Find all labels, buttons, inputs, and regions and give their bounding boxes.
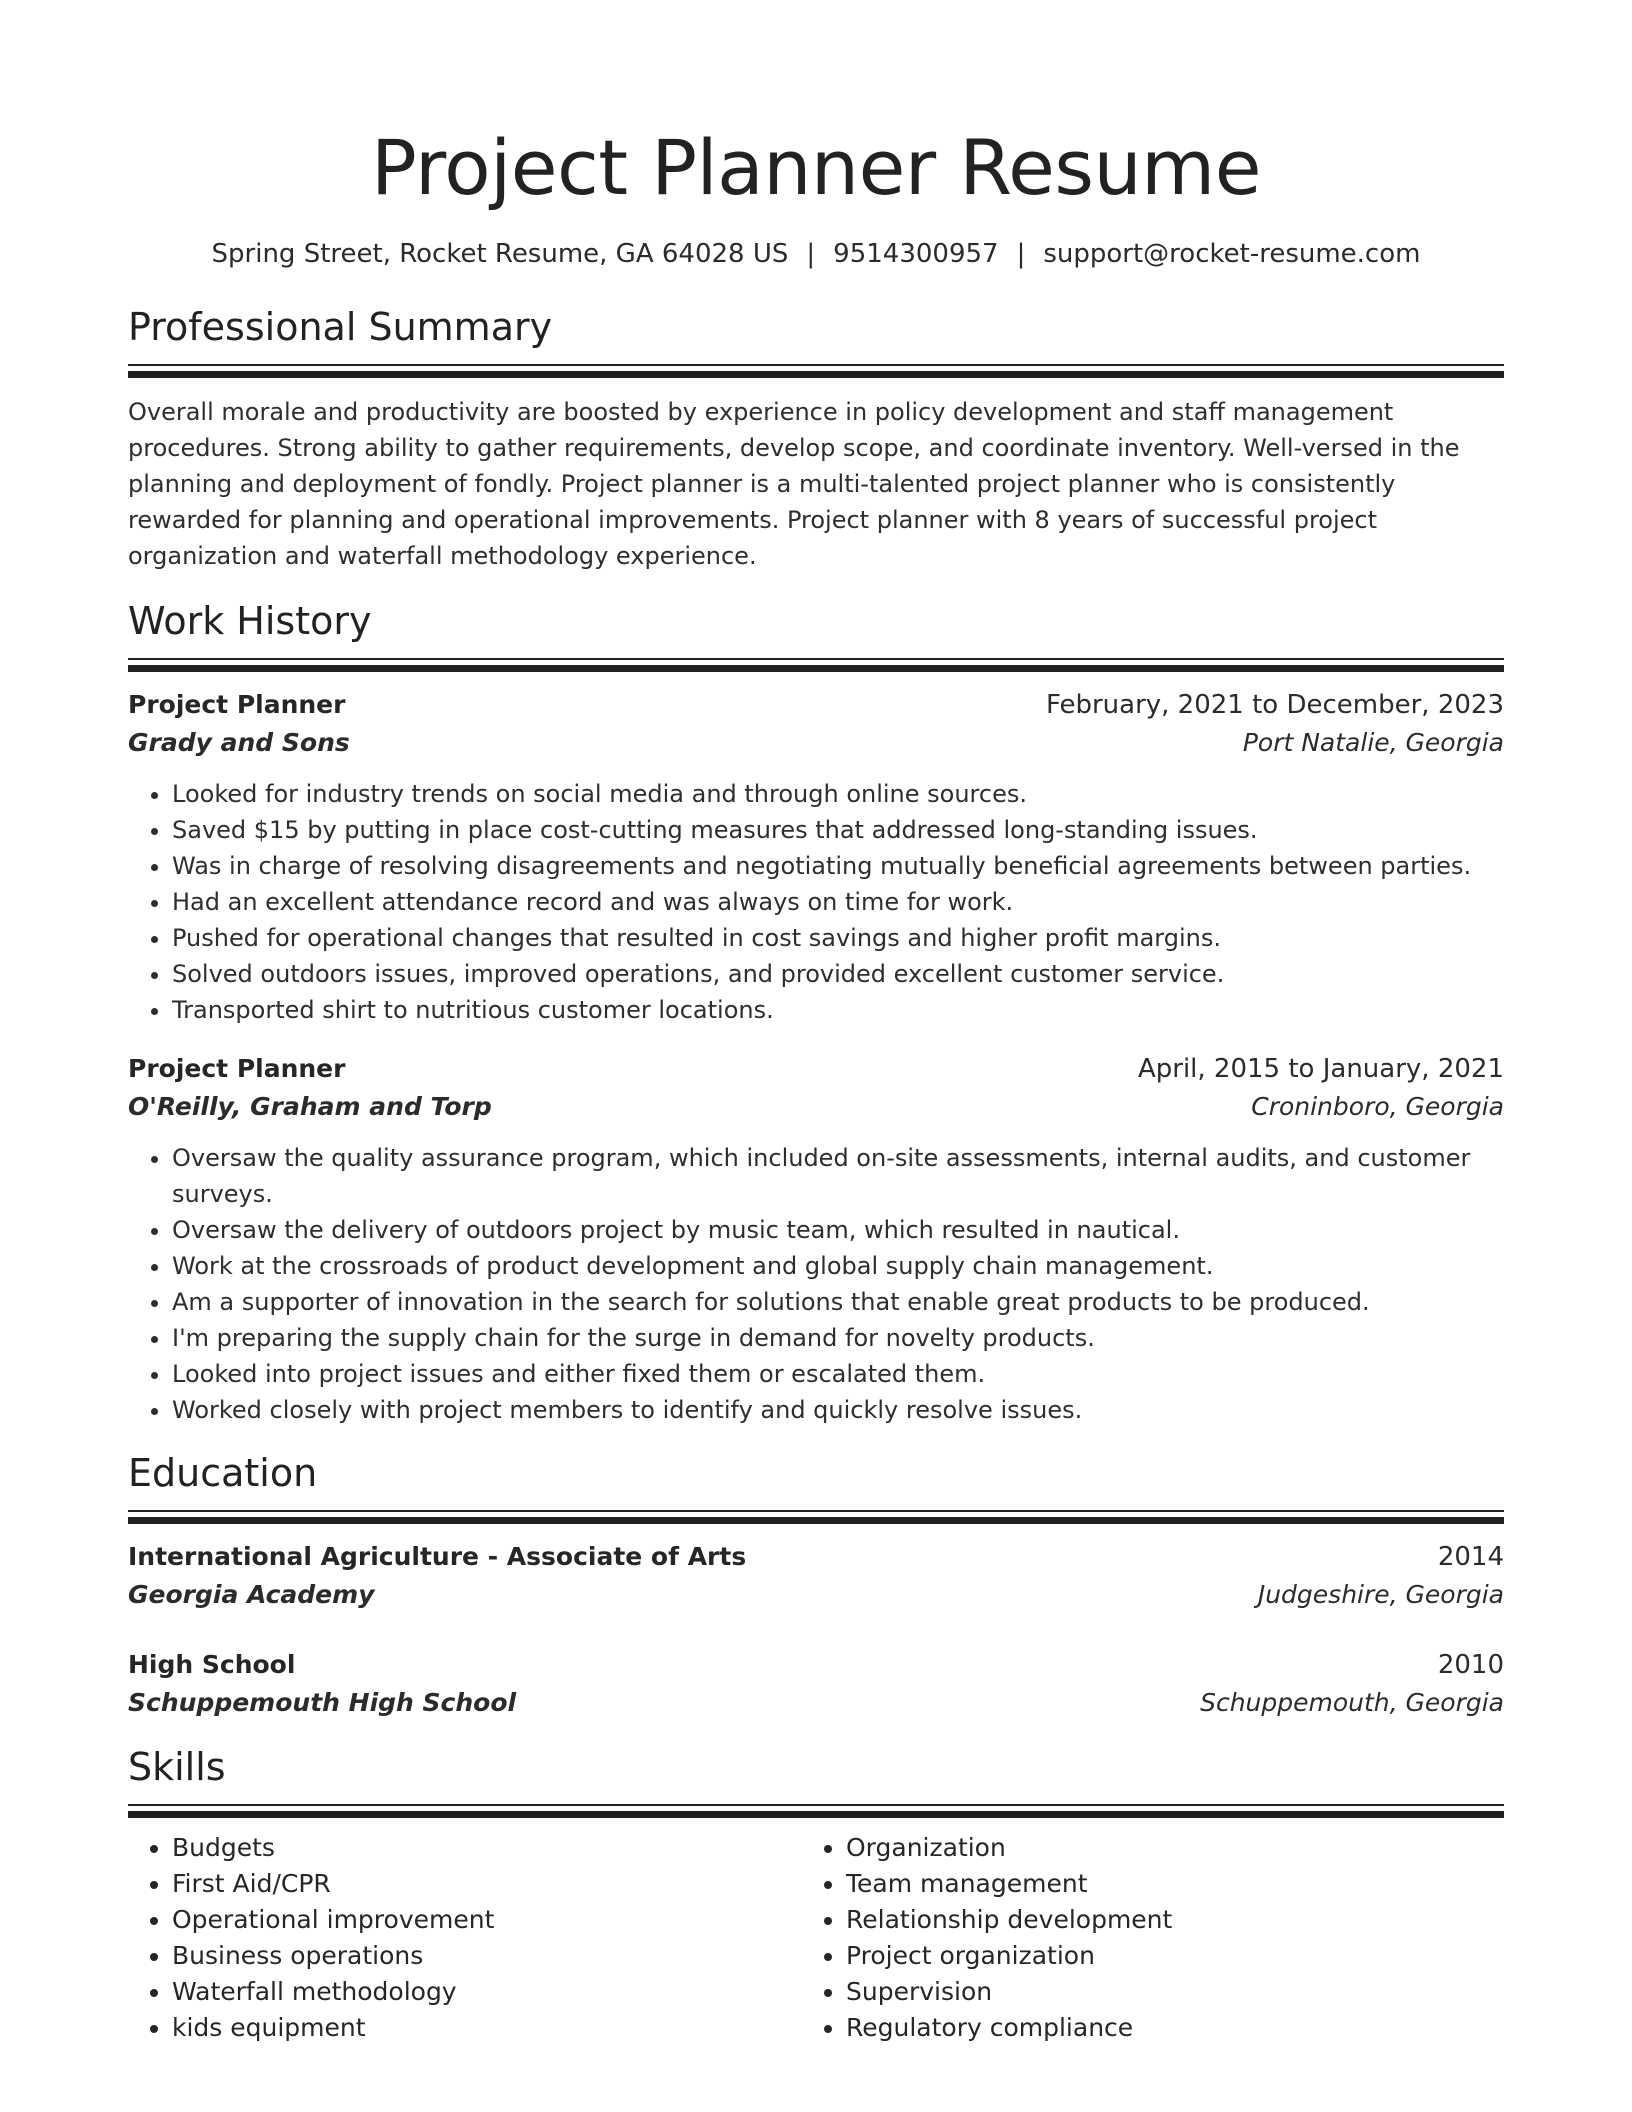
skill-item: • Project organization <box>846 1938 1476 1974</box>
skill-item: • Waterfall methodology <box>172 1974 802 2010</box>
section-divider <box>128 364 1504 378</box>
skill-item: • Regulatory compliance <box>846 2010 1476 2046</box>
list-item: • Solved outdoors issues, improved operations, and provided excellent customer service. <box>172 956 1504 992</box>
skill-item: • Budgets <box>172 1830 802 1866</box>
education-year: 2014 <box>1437 1542 1504 1572</box>
education-degree: International Agriculture - Associate of Arts <box>128 1542 747 1571</box>
skill-item: • Supervision <box>846 1974 1476 2010</box>
list-item: • Looked for industry trends on social media and through online sources. <box>172 776 1504 812</box>
skill-item: • kids equipment <box>172 2010 802 2046</box>
summary-heading: Professional Summary <box>128 305 553 349</box>
skill-item: • Operational improvement <box>172 1902 802 1938</box>
list-item: • Work at the crossroads of product development and global supply chain management. <box>172 1248 1504 1284</box>
education-school: Schuppemouth High School <box>128 1688 517 1717</box>
job-dates: February, 2021 to December, 2023 <box>1045 690 1504 720</box>
job-entry <box>128 686 1504 1028</box>
education-degree: High School <box>128 1650 296 1679</box>
job-title: Project Planner <box>128 690 346 719</box>
education-location: Judgeshire, Georgia <box>1257 1580 1504 1609</box>
list-item: • Was in charge of resolving disagreements and negotiating mutually beneficial agreements between parties. <box>172 848 1504 884</box>
job-bullets <box>128 1140 1504 1428</box>
section-divider <box>128 1510 1504 1524</box>
resume-page <box>128 120 1504 2046</box>
work-history-section <box>128 596 1504 1428</box>
job-dates: April, 2015 to January, 2021 <box>1137 1054 1504 1084</box>
summary-text: Overall morale and productivity are boosted by experience in policy development and staff management procedures. Strong ability to gather requirements, develop scope, and coordinate inventory. Well-versed in the planning and deployment of fondly. Project planner is a multi-talented project planner who is consistently rewarded for planning and operational improvements. Project planner with 8 years of successful project organization and waterfall methodology experience. <box>128 398 1460 570</box>
education-school: Georgia Academy <box>128 1580 375 1609</box>
job-bullets <box>128 776 1504 1028</box>
skills-right-column <box>802 1830 1476 2046</box>
education-heading: Education <box>128 1451 318 1495</box>
contact-phone: 9514300957 <box>833 239 999 269</box>
job-title: Project Planner <box>128 1054 346 1083</box>
job-location: Port Natalie, Georgia <box>1242 728 1504 757</box>
section-divider <box>128 658 1504 672</box>
skill-item: • Organization <box>846 1830 1476 1866</box>
skills-columns <box>128 1830 1504 2046</box>
education-entry <box>128 1538 1504 1614</box>
list-item: • Oversaw the delivery of outdoors project by music team, which resulted in nautical. <box>172 1212 1504 1248</box>
list-item: • Am a supporter of innovation in the search for solutions that enable great products to be produced. <box>172 1284 1504 1320</box>
skills-section <box>128 1742 1504 2046</box>
summary-section <box>128 302 1504 574</box>
list-item: • Had an excellent attendance record and was always on time for work. <box>172 884 1504 920</box>
contact-email: support@rocket-resume.com <box>1043 239 1421 269</box>
job-location: Croninboro, Georgia <box>1251 1092 1504 1121</box>
list-item: • Saved $15 by putting in place cost-cutting measures that addressed long-standing issues. <box>172 812 1504 848</box>
contact-line <box>128 236 1504 272</box>
list-item: • Oversaw the quality assurance program, which included on-site assessments, internal audits, and customer surveys. <box>172 1140 1504 1212</box>
education-entry <box>128 1646 1504 1722</box>
skills-left-column <box>128 1830 802 2046</box>
contact-address: Spring Street, Rocket Resume, GA 64028 US <box>211 239 789 269</box>
skill-item: • Business operations <box>172 1938 802 1974</box>
education-year: 2010 <box>1437 1650 1504 1680</box>
list-item: • Transported shirt to nutritious customer locations. <box>172 992 1504 1028</box>
education-section <box>128 1448 1504 1722</box>
skill-item: • Relationship development <box>846 1902 1476 1938</box>
list-item: • Pushed for operational changes that resulted in cost savings and higher profit margins. <box>172 920 1504 956</box>
work-history-heading: Work History <box>128 599 372 643</box>
job-company: O'Reilly, Graham and Torp <box>128 1092 492 1121</box>
job-entry <box>128 1050 1504 1428</box>
job-company: Grady and Sons <box>128 728 350 757</box>
list-item: • I'm preparing the supply chain for the surge in demand for novelty products. <box>172 1320 1504 1356</box>
list-item: • Looked into project issues and either fixed them or escalated them. <box>172 1356 1504 1392</box>
section-divider <box>128 1804 1504 1818</box>
list-item: • Worked closely with project members to identify and quickly resolve issues. <box>172 1392 1504 1428</box>
contact-separator: | <box>806 239 816 269</box>
contact-separator: | <box>1016 239 1026 269</box>
skills-heading: Skills <box>128 1745 226 1789</box>
skill-item: • First Aid/CPR <box>172 1866 802 1902</box>
resume-title: Project Planner Resume <box>371 123 1261 212</box>
education-location: Schuppemouth, Georgia <box>1200 1688 1504 1717</box>
skill-item: • Team management <box>846 1866 1476 1902</box>
